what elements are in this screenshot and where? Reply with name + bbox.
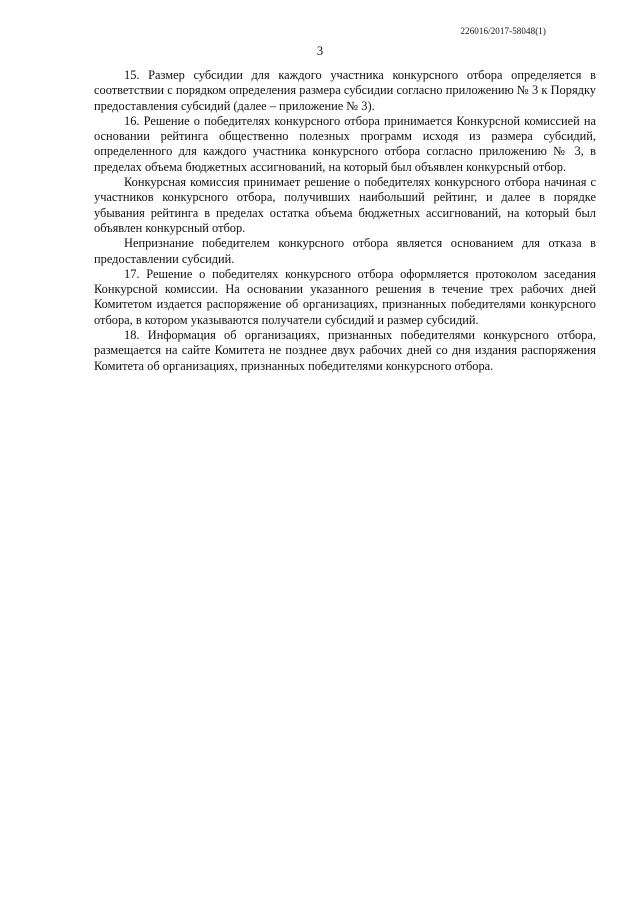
paragraph-16: 16. Решение о победителях конкурсного отбора принимается Конкурсной комиссией на основании рейтинга общественно полезных программ исходя из размера субсидий, определенного для каждого участника конкурсного отбора согласно приложению № 3, в пределах объема бюджетных ассигнований, на который был объявлен конкурсный отбор. <box>94 113 596 174</box>
paragraph-18: 18. Информация об организациях, признанных победителями конкурсного отбора, размещается на сайте Комитета не позднее двух рабочих дней со дня издания распоряжения Комитета об организациях, признанных победителями конкурсного отбора. <box>94 328 596 373</box>
paragraph-15: 15. Размер субсидии для каждого участника конкурсного отбора определяется в соответствии с порядком определения размера субсидии согласно приложению № 3 к Порядку предоставления субсидий (далее – приложение № 3). <box>94 68 596 113</box>
page-number: 3 <box>316 44 324 58</box>
paragraph-non-recognition: Непризнание победителем конкурсного отбора является основанием для отказа в предоставлении субсидий. <box>94 236 596 266</box>
document-id: 226016/2017-58048(1) <box>460 26 546 36</box>
document-body <box>94 68 596 374</box>
paragraph-17: 17. Решение о победителях конкурсного отбора оформляется протоколом заседания Конкурсной комиссии. На основании указанного решения в течение трех рабочих дней Комитетом издается распоряжение об организациях, признанных победителями конкурсного отбора, в котором указываются получатели субсидий и размер субсидий. <box>94 266 596 327</box>
paragraph-commission-decision: Конкурсная комиссия принимает решение о победителях конкурсного отбора начиная с участников конкурсного отбора, получивших наибольший рейтинг, и далее в порядке убывания рейтинга в пределах остатка объема бюджетных ассигнований, на который был объявлен конкурсный отбор. <box>94 175 596 235</box>
